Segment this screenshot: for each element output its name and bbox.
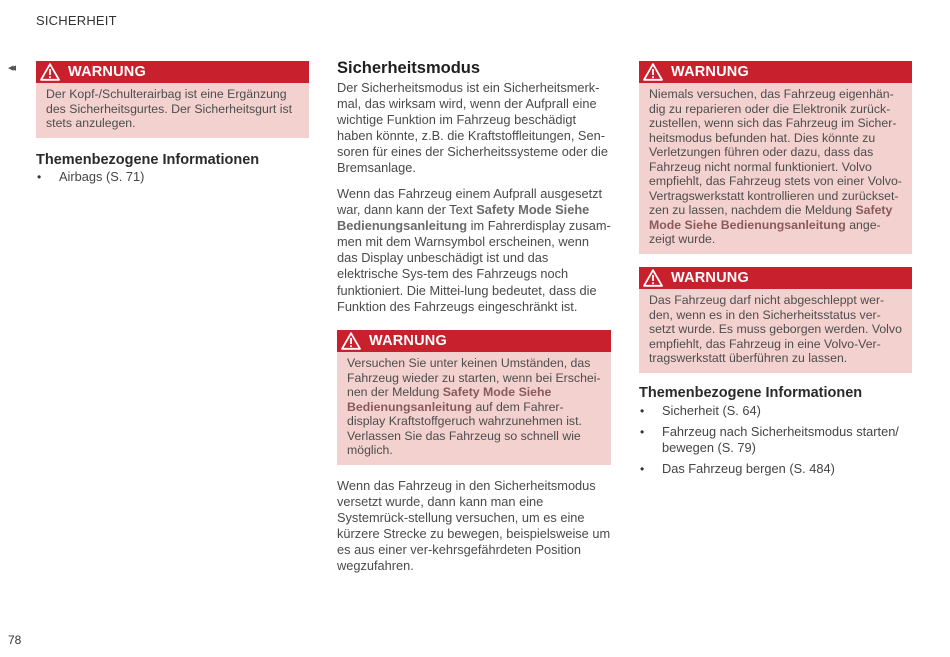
- warning-triangle-icon: [341, 332, 361, 350]
- message-text: Safety Mode Siehe Bedienungsanleitung: [347, 385, 552, 414]
- text-segment: Wenn das Fahrzeug einem Aufprall ausgesetzt war, dann kann der Text: [337, 186, 603, 218]
- warning-title: WARNUNG: [68, 64, 146, 80]
- warning-box: [337, 330, 611, 465]
- warning-triangle-icon: [643, 63, 663, 81]
- warning-header: [639, 267, 912, 289]
- warning-title: WARNUNG: [369, 333, 447, 349]
- related-link-starten-bewegen[interactable]: • Fahrzeug nach Sicherheitsmodus starten/ bewegen (S. 79): [639, 424, 912, 456]
- warning-header: [36, 61, 309, 83]
- paragraph-safety-mode-message: [337, 186, 611, 315]
- text-segment: im Fahrerdisplay zusam-men mit dem Warnsymbol erscheinen, wenn das Display unbeschädigt ist und das elektrische Sys-tem des Fahrzeugs noch funktioniert. Die Mittei-lung bedeutet, dass die Funktion des Fahrzeugs eingeschränkt ist.: [337, 218, 611, 314]
- warning-text: Das Fahrzeug darf nicht abgeschleppt wer-den, wenn es in den Sicherheitsstatus ver-setzt wurde. Es muss geborgen werden. Volvo empfiehlt, das Fahrzeug in eine Volvo-Ver-tragswerkstatt überführen zu lassen.: [649, 293, 902, 365]
- related-list: [639, 403, 912, 482]
- warning-triangle-icon: [40, 63, 60, 81]
- related-link-sicherheit[interactable]: • Sicherheit (S. 64): [639, 403, 912, 419]
- text-segment: Versuchen Sie unter keinen Umständen, das Fahrzeug wieder zu starten, wenn bei Erschei-nen der Meldung: [347, 356, 601, 399]
- warning-text: [639, 83, 912, 254]
- related-heading: Themenbezogene Informationen: [36, 152, 260, 168]
- related-heading: Themenbezogene Informationen: [639, 385, 863, 401]
- paragraph-system-reset: Wenn das Fahrzeug in den Sicherheitsmodus versetzt wurde, dann kann man eine Systemrück-stellung versuchen, um es eine kürzere Strecke zu bewegen, beispielsweise um es aus einer ver-kehrsgefährdeten Position wegzufahren.: [337, 478, 611, 574]
- text-segment: auf dem Fahrer-display Kraftstoffgeruch wahrzunehmen ist. Verlassen Sie das Fahrzeug so schnell wie möglich.: [347, 399, 582, 457]
- text-segment: Niemals versuchen, das Fahrzeug eigenhän-dig zu reparieren oder die Elektronik zurück-zustellen, wenn sich das Fahrzeug im Sicher-heitsmodus befunden hat. Dies könnte zu Verletzungen führen oder dazu, dass das Fahrzeug nicht normal funktioniert. Volvo empfiehlt, das Fahrzeug stets von einer Volvo-Vertragswerkstatt kontrollieren und zurückset-zen zu lassen, nachdem die Meldung: [649, 87, 902, 217]
- warning-header: [639, 61, 912, 83]
- warning-box: [639, 61, 912, 254]
- message-text: Safety Mode Siehe Bedienungsanleitung: [649, 203, 893, 232]
- page-number: 78: [8, 633, 22, 647]
- related-link-bergen[interactable]: • Das Fahrzeug bergen (S. 484): [639, 461, 912, 477]
- section-header: SICHERHEIT: [36, 13, 117, 28]
- back-arrow-icon[interactable]: ◂◂: [8, 62, 14, 74]
- related-link-airbags[interactable]: • Airbags (S. 71): [36, 169, 309, 185]
- warning-text: Der Kopf-/Schulterairbag ist eine Ergänzung des Sicherheitsgurtes. Der Sicherheitsgurt ist stets anzulegen.: [46, 87, 293, 130]
- text-segment: ange-zeigt wurde.: [649, 217, 881, 246]
- message-text: Safety Mode Siehe Bedienungsanleitung: [337, 202, 590, 234]
- warning-title: WARNUNG: [671, 270, 749, 286]
- warning-box: [639, 267, 912, 373]
- related-list: [36, 169, 309, 190]
- warning-triangle-icon: [643, 269, 663, 287]
- warning-text: [337, 352, 611, 465]
- warning-box: [36, 61, 309, 138]
- section-title: Sicherheitsmodus: [337, 59, 481, 77]
- warning-title: WARNUNG: [671, 64, 749, 80]
- intro-paragraph: Der Sicherheitsmodus ist ein Sicherheitsmerk-mal, das wirksam wird, wenn der Aufprall eine wichtige Funktion im Fahrzeug beschädigt haben könnte, z.B. die Kraftstoffleitungen, Sen-soren für eines der Sicherheitssysteme oder die Bremsanlage.: [337, 80, 609, 176]
- warning-header: [337, 330, 611, 352]
